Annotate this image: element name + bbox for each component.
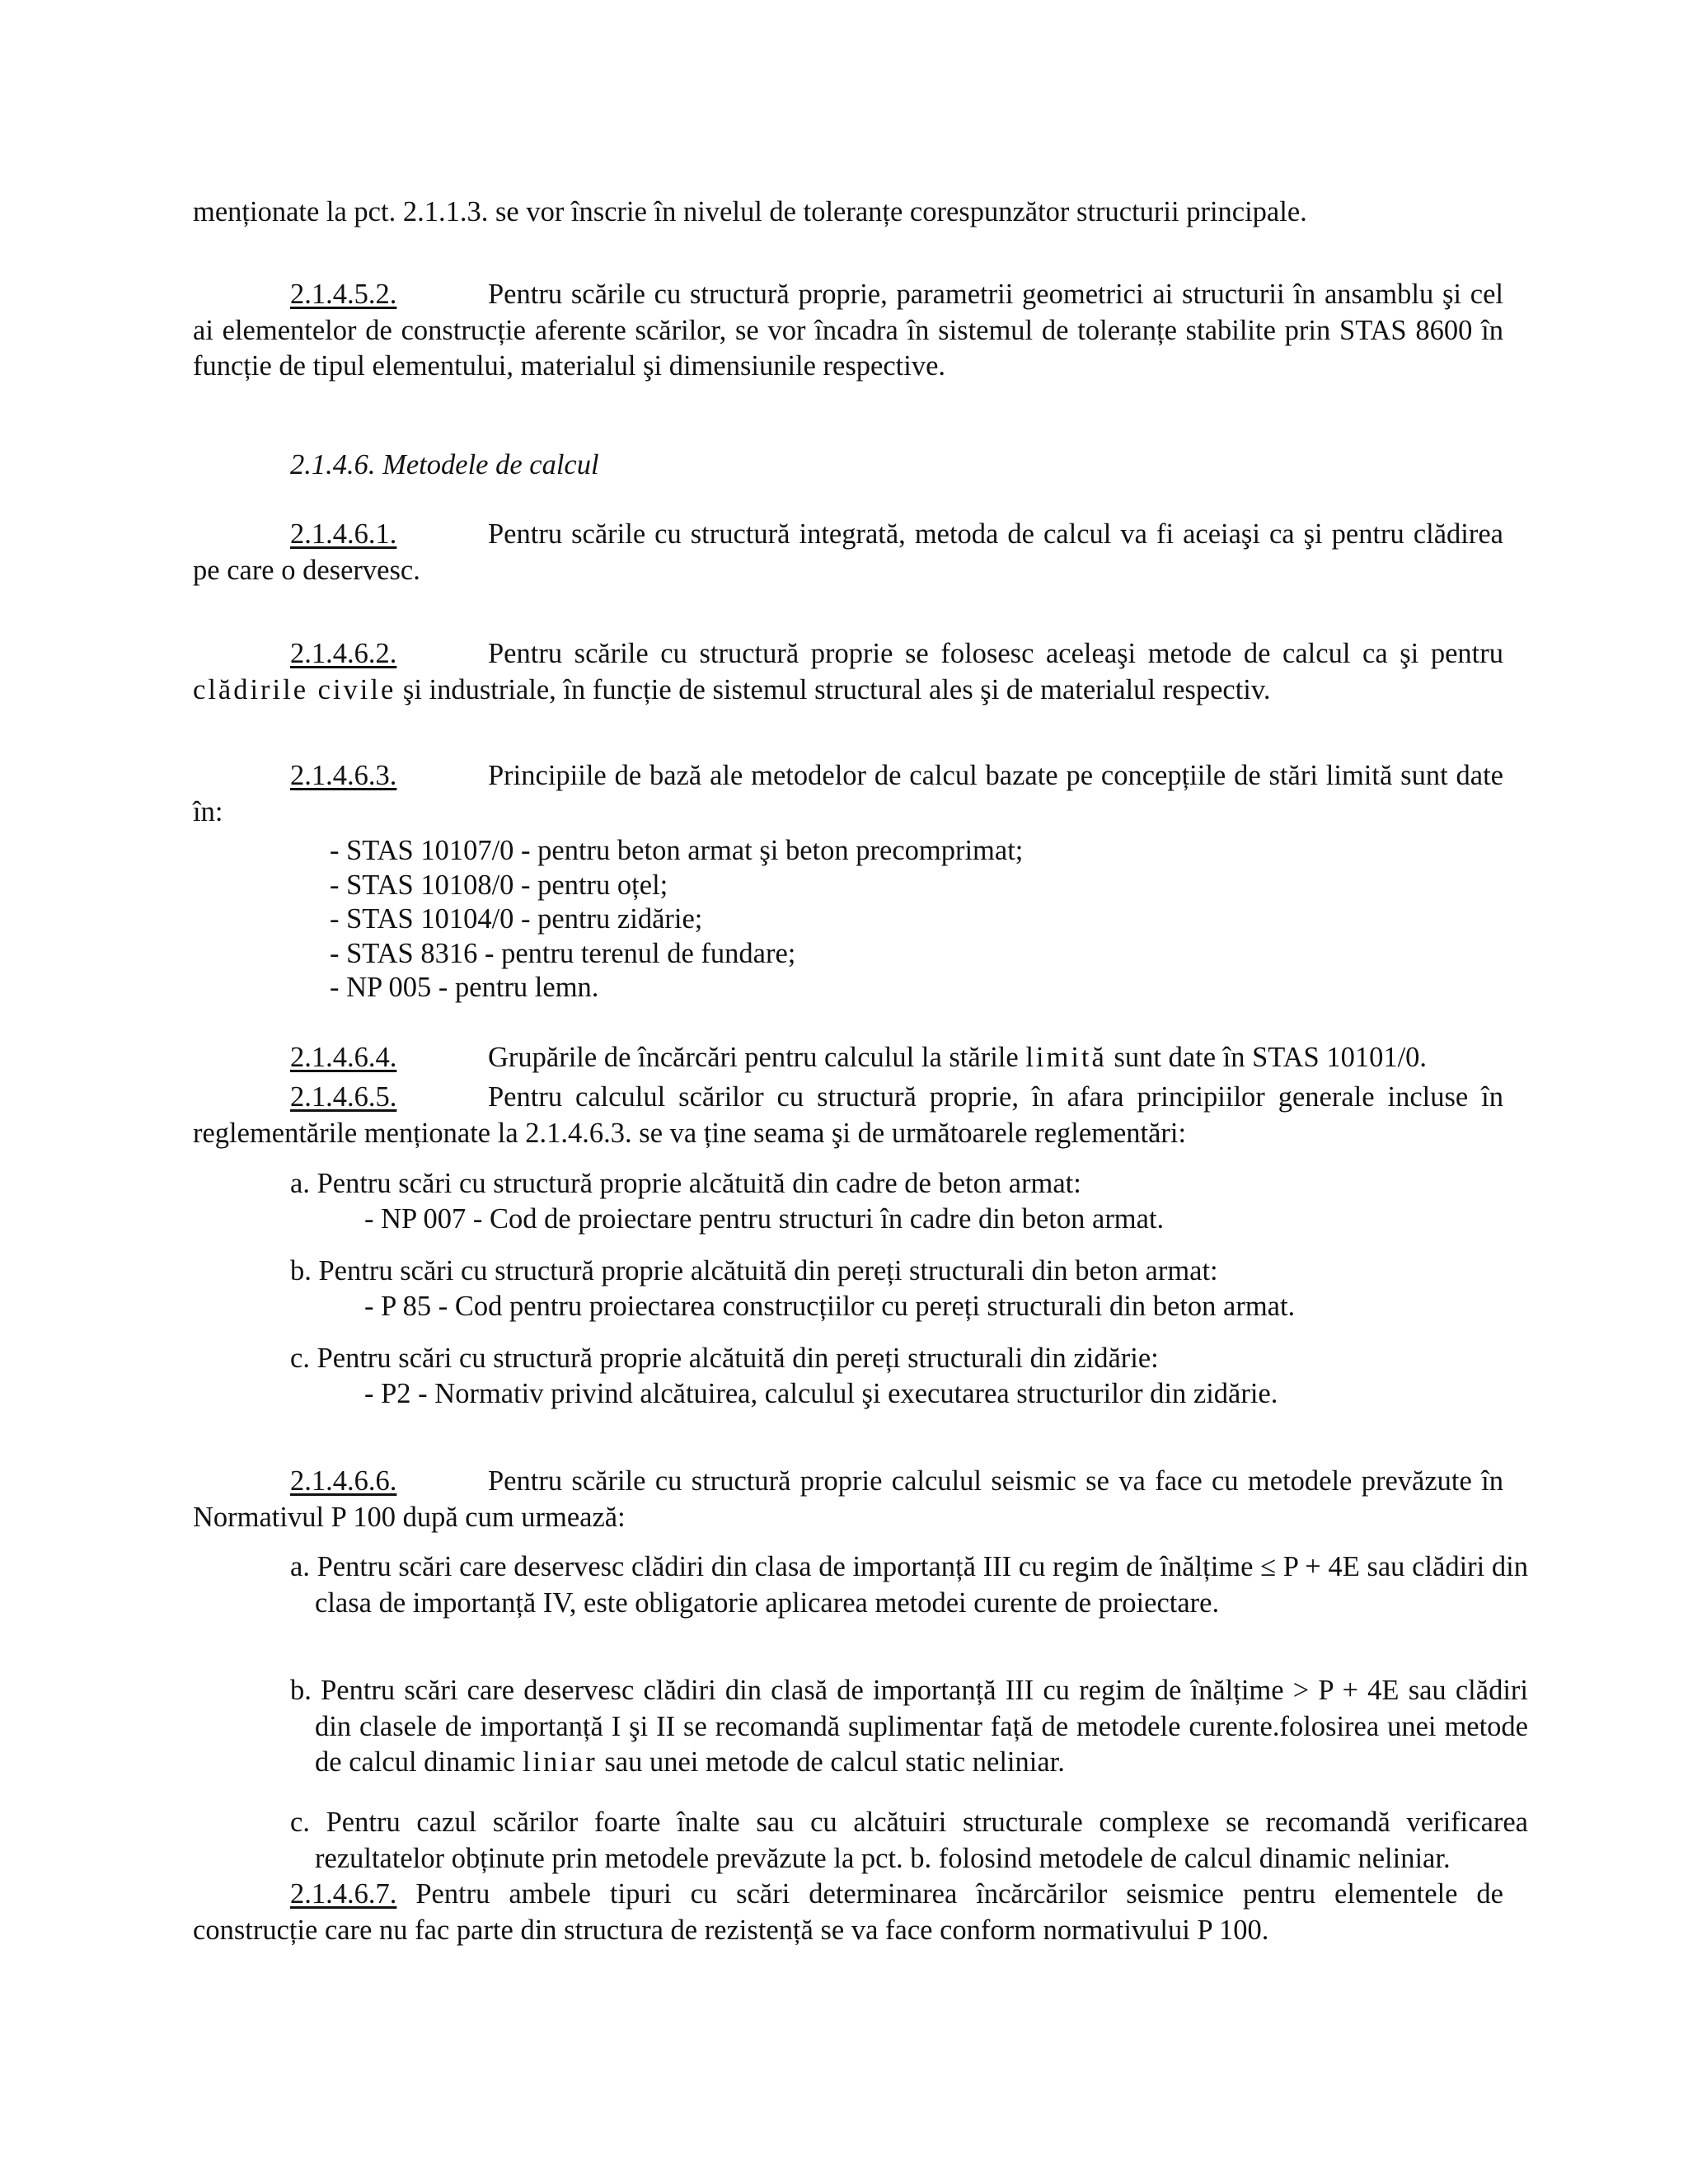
standards-list xyxy=(330,834,1023,1005)
section-number: 2.1.4.6.7. xyxy=(290,1878,397,1910)
paragraph-text: sunt date în STAS 10101/0. xyxy=(1106,1042,1428,1073)
paragraph-text-spaced: limită xyxy=(1025,1042,1107,1073)
paragraph-2-1-4-6-6 xyxy=(193,1464,1503,1535)
list-item: - NP 005 - pentru lemn. xyxy=(330,972,599,1003)
paragraph-text: sau unei metode de calcul static neliniar. xyxy=(597,1746,1065,1778)
list-item: - STAS 10107/0 - pentru beton armat şi beton precomprimat; xyxy=(330,835,1024,866)
subpoint-a-item: - NP 007 - Cod de proiectare pentru structuri în cadre din beton armat. xyxy=(364,1203,1165,1235)
paragraph-2-1-4-6-7 xyxy=(193,1877,1503,1948)
paragraph-text: Pentru scările cu structură integrată, metoda de calcul va fi aceiaşi ca şi pentru clădirea pe care o deservesc. xyxy=(193,518,1503,586)
subpoint-b-item: - P 85 - Cod pentru proiectarea construcțiilor cu pereți structurali din beton armat. xyxy=(364,1291,1296,1322)
paragraph-text: Principiile de bază ale metodelor de calcul bazate pe concepțiile de stări limită sunt date în: xyxy=(193,760,1503,827)
paragraph-text-spaced: liniar xyxy=(522,1746,598,1778)
paragraph-2-1-4-6-5 xyxy=(193,1080,1503,1151)
subpoint-c-item: - P2 - Normativ privind alcătuirea, calculul şi executarea structurilor din zidărie. xyxy=(364,1378,1278,1409)
subpoint-b: b. Pentru scări cu structură proprie alcătuită din pereți structurali din beton armat: xyxy=(290,1255,1218,1286)
section-number: 2.1.4.5.2. xyxy=(290,279,397,310)
section-number: 2.1.4.6.1. xyxy=(290,518,397,550)
list-item: - STAS 10104/0 - pentru zidărie; xyxy=(330,903,703,935)
paragraph-2-1-4-5-2 xyxy=(193,277,1503,385)
paragraph-2-1-4-6-4 xyxy=(193,1040,1503,1076)
paragraph-text: Pentru scările cu structură proprie, parametrii geometrici ai structurii în ansamblu şi cel ai elementelor de construcție aferente scărilor, se vor încadra în sistemul de toleranțe stabilite prin STAS 8600 în funcție de tipul elementului, materialul şi dimensiunile respective. xyxy=(193,279,1503,382)
paragraph-text: Pentru ambele tipuri cu scări determinarea încărcărilor seismice pentru elementele de construcție care nu fac parte din structura de rezistență se va face conform normativului P 100. xyxy=(193,1878,1503,1946)
section-number: 2.1.4.6.3. xyxy=(290,760,397,791)
section-number: 2.1.4.6.4. xyxy=(290,1042,397,1073)
paragraph-continuation: menționate la pct. 2.1.1.3. se vor înscrie în nivelul de toleranțe corespunzător structurii principale. xyxy=(193,196,1307,227)
list-item: - STAS 8316 - pentru terenul de fundare; xyxy=(330,937,796,969)
paragraph-text: Pentru scările cu structură proprie se folosesc aceleaşi metode de calcul ca şi pentru xyxy=(488,638,1503,669)
seismic-point-c: c. Pentru cazul scărilor foarte înalte sau cu alcătuiri structurale complexe se recomandă verificarea rezultatelor obținute prin metodele prevăzute la pct. b. folosind metodele de calcul dinamic neliniar. xyxy=(290,1807,1528,1874)
section-number: 2.1.4.6.5. xyxy=(290,1081,397,1113)
section-number: 2.1.4.6.2. xyxy=(290,638,397,669)
paragraph-text: Grupările de încărcări pentru calculul la stările xyxy=(488,1042,1026,1073)
section-number: 2.1.4.6.6. xyxy=(290,1465,397,1497)
seismic-point-b xyxy=(290,1673,1528,1781)
paragraph-2-1-4-6-1 xyxy=(193,517,1503,588)
seismic-point-a: a. Pentru scări care deservesc clădiri din clasa de importanță III cu regim de înălțime ≤ P + 4E sau clădiri din clasa de importanță IV, este obligatorie aplicarea metodei curente de proiectare. xyxy=(290,1551,1528,1619)
list-item: - STAS 10108/0 - pentru oțel; xyxy=(330,869,668,901)
paragraph-text: Pentru calculul scărilor cu structură proprie, în afara principiilor generale incluse în reglementările menționate la 2.1.4.6.3. se va ține seama şi de următoarele reglementări: xyxy=(193,1081,1503,1149)
paragraph-2-1-4-6-2 xyxy=(193,636,1503,708)
section-heading: 2.1.4.6. Metodele de calcul xyxy=(290,449,599,480)
paragraph-text: şi industriale, în funcție de sistemul structural ales şi de materialul respectiv. xyxy=(396,673,1271,705)
paragraph-2-1-4-6-3 xyxy=(193,758,1503,830)
paragraph-text: Pentru scările cu structură proprie calculul seismic se va face cu metodele prevăzute în Normativul P 100 după cum urmează: xyxy=(193,1465,1503,1533)
paragraph-text: b. Pentru scări care deservesc clădiri din clasă de importanță III cu regim de înălțime > P + 4E sau clădiri din clasele de importanță I şi II se recomandă suplimentar față de metodele curente.folosirea unei metode de calcul dinamic xyxy=(290,1675,1528,1778)
subpoint-c: c. Pentru scări cu structură proprie alcătuită din pereți structurali din zidărie: xyxy=(290,1343,1159,1374)
subpoint-a: a. Pentru scări cu structură proprie alcătuită din cadre de beton armat: xyxy=(290,1168,1081,1199)
paragraph-text-spaced: clădirile civile xyxy=(193,673,396,705)
